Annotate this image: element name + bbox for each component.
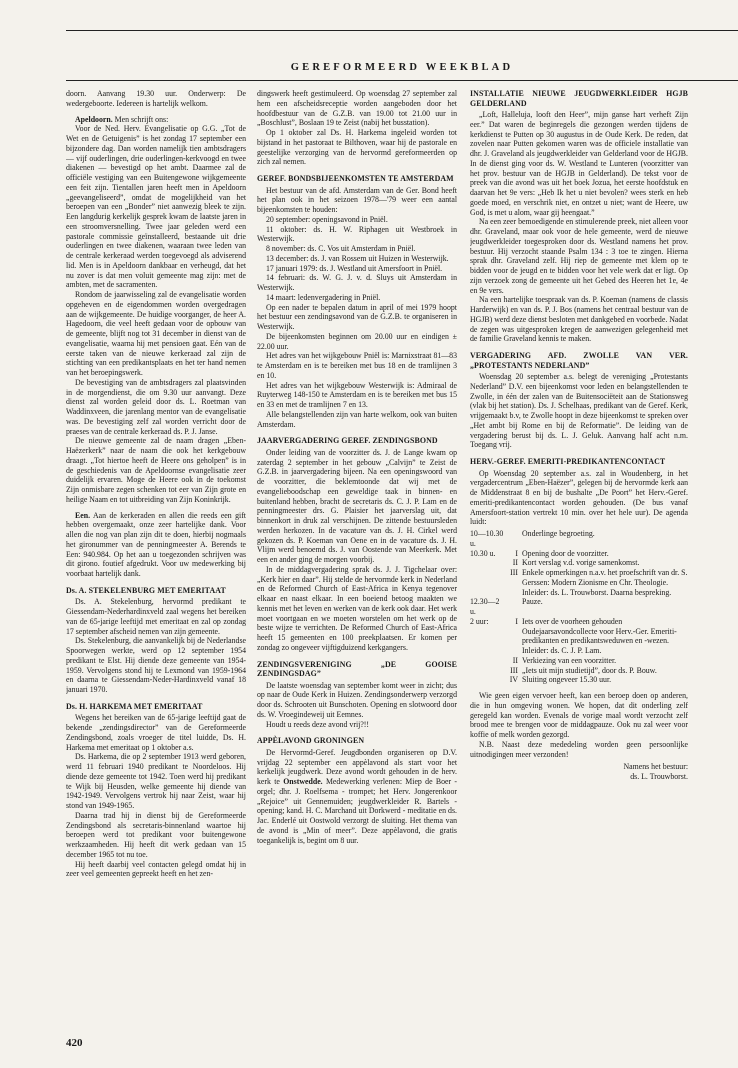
paragraph: Het bestuur van de afd. Amsterdam van de Ger. Bond heeft het plan ook in het seizoen 1978—'79 weer een aantal bijeenkomsten te houden: [257, 185, 457, 214]
section-heading: APPÈLAVOND GRONINGEN [257, 736, 365, 746]
paragraph: Na een zeer bemoedigende en stimulerende preek, niet alleen voor dhr. Graveland, maar ook voor de hele gemeente, werd de nieuwe jeugdwerkleider toegesproken door ds. Westland namens het prov. bestuur. Hij verzocht staande Psalm 134 : 3 toe te zingen. Hierna sprak dhr. Graveland zelf. Hij riep de gemeente met klem op te bidden voor de jeugd en te bidden voor het vele werk dat er ligt. Op zijn verzoek zong de gemeente uit het Gebed des Heeren het 1e, 4e en 9e vers. [470, 217, 688, 295]
section-heading: Ds. A. STEKELENBURG MET EMERITAAT [66, 585, 226, 595]
paragraph: Het adres van het wijkgebouw Pniël is: Marnixstraat 81—83 te Amsterdam en is te bereiken met bus 18 en de tramlijnen 3 en 10. [257, 351, 457, 380]
paragraph: De nieuwe gemeente zal de naam dragen „Eben-Haëzerkerk” naar de naam die ook het kerkgebouw draagt. „Tot hiertoe heeft de Heere ons geholpen” is in de geschiedenis van de Apeldoornse evangelisatie zeer duidelijk ervaren. Moge de Heere ook in de toekomst Zijn onmisbare zegen schenken tot eer van Zijn grote en heilige Naam en tot uitbreiding van Zijn Koninkrijk. [66, 436, 246, 504]
paragraph: Onder leiding van de voorzitter ds. J. de Lange kwam op zaterdag 2 september in het gebouw „Calvijn” te Zeist de G.Z.B. in jaarvergadering bijeen. Na een openingswoord van de voorzitter, die beklemtoonde dat wij met de evangelieboodschap een geweldige taak in binnen- en buitenland hebben, bracht de secretaris ds. C. J. P. Lam en de penningmeester drs. G. Plaisier het jaarverslag uit, dat binnenkort in druk zal verschijnen. De zittende bestuursleden werden herkozen. In de vacature van ds. J. H. Cirkel werd gekozen ds. P. Koeman van Oene en in de vacature ds. J. H. Vlijm werd benoemd ds. J. van Oostende van Meerkerk. Met een en ander ging de morgen voorbij. [257, 447, 457, 564]
date-item: 14 maart: ledenvergadering in Pniël. [266, 292, 381, 302]
page-number: 420 [66, 1037, 83, 1049]
agenda-time [470, 666, 506, 676]
agenda-time [470, 656, 506, 666]
date-item: 14 februari: ds. W. G. J. v. d. Sluys uit Amsterdam in Westerwijk. [257, 273, 457, 292]
signature-block [470, 762, 688, 782]
paragraph: Wie geen eigen vervoer heeft, kan een beroep doen op anderen, die in hun omgeving wonen. We hopen, dat dit onderling zelf geregeld kan worden. Evenals de vorige maal wordt verzocht zelf brood mee te brengen voor de middagpauze. Ook nu zal weer voor koffie of melk worden gezorgd. [470, 691, 688, 739]
place-name: Onstwedde. [283, 777, 323, 786]
column-left [66, 89, 246, 1049]
paragraph: Houdt u reeds deze avond vrij?!! [266, 719, 370, 729]
paragraph: Voor de Ned. Herv. Evangelisatie op G.G. „Tot de Wet en de Getuigenis” is het zondag 17 september een bijzondere dag. Dan worden namelijk tien ambtsdragers — vijf ouderlingen, drie ouderlingen-kerkvoogd en twee diakenen — bevestigd op het ambt. Daarmee zal de officiële vestiging van een Buitengewone wijkgemeente een feit zijn. Tientallen jaren heeft men in Apeldoorn „geevangeliseerd”, omdat de mogelijkheid van het beroepen van een „Bonder” niet aanwezig bleek te zijn. Een langdurig kerkelijk gesprek kwam de laatste jaren in een stroomversnelling. Twee jaar geleden werd een pastorale commissie geïnstalleerd, bestaande uit drie ouderlingen en twee diakenen, waaraan twee leden van de centrale kerkeraad werden toegevoegd als adviserend lid. Men is in Apeldoorn dankbaar en verheugd, dat het nu zover is dat men voluit gemeente mag zijn: met de ambten, met de sacramenten. [66, 124, 246, 290]
paragraph: „Loft, Halleluja, looft den Heer”, mijn ganse hart verheft Zijn eer.” Dat waren de beginregels die gezongen werden tijdens de kerkdienst te Putten op 30 augustus in de Oude Kerk. De reden, dat zovelen naar Putten gekomen waren was de officiele installatie van dhr. J. Graveland als jeugdwerkleider van Gelderland voor de HGJB. In de dienst ging voor ds. W. Westland te Lunteren (voorzitter van het prov. bestuur van de HGJB in Gelderland). De tekst voor de preek van die avond was uit het boek Jozua, het eerste hoofdstuk en daarvan het 9e vers: „Heb Ik het u niet bevolen? wees sterk en heb goede moed, en verschrik niet, en ontzet u niet; want de Heere, uw God, is met u alom, waar gij heengaat.” [470, 110, 688, 217]
agenda-item [470, 597, 688, 617]
paragraph [66, 511, 246, 579]
agenda-item [470, 529, 688, 549]
paragraph: Rondom de jaarwisseling zal de evangelisatie worden opgeheven en de eigendommen worden overgedragen aan de wijkgemeente. De huidige voorganger, de heer A. Hagedoorn, die veel heeft gedaan voor de opbouw van de gemeente, blijft nog tot 31 december in dienst van de evangelisatie, waarna hij met pensioen gaat. Eén van de eerste taken van de nieuwe kerkeraad zal zijn de stichting van een predikantsplaats en het ter hand nemen van het beroepingswerk. [66, 290, 246, 377]
paragraph: Het adres van het wijkgebouw Westerwijk is: Admiraal de Ruyterweg 148-150 te Amsterdam en is te bereiken met bus 15 en 33 en met de tramlijnen 7 en 13. [257, 380, 457, 409]
agenda-time: 12.30—2 u. [470, 597, 500, 616]
agenda-item [470, 568, 688, 597]
paragraph: Woensdag 20 september a.s. belegt de vereniging „Protestants Nederland” D.V. een bijeenkomst voor leden en belangstellenden te Zwolle, in één der zalen van de Buitensociëteit aan de Stationsweg (vlak bij het station). Ds. J. Schelhaas, predikant van de Geref. Kerk, vrijgemaakt b.v, te Zwolle hoopt in deze bijeenkomst te spreken over „Het ambt bij Rome en bij de Reformatie”. De leiding van de vergadering berust bij ds. L. J. Geluk. Aanvang half acht n.m. Toegang vrij. [470, 372, 688, 450]
agenda-number: I [515, 616, 518, 626]
paragraph: Op Woensdag 20 september a.s. zal in Woudenberg, in het vergadercentrum „Eben-Haëzer”, gelegen bij de hervormde kerk aan de Middenstraat 8 en bij de bushalte „De Poort” het Herv.-Geref. emeriti-predikantencontact worden gehouden. (De bus vanaf Amersfoort-station vertrekt 10 min. over het hele uur). De agenda luidt: [470, 468, 688, 527]
paragraph: Alle belangstellenden zijn van harte welkom, ook van buiten Amsterdam. [257, 409, 457, 429]
paragraph-text: Aan de kerkeraden en allen die reeds een gift hebben overgemaakt, onze zeer hartelijke dank. Voor allen die nog van plan zijn dit te doen, hierbij nogmaals het gironummer van de penningmeester A. Berends te Een: 940.984. Op het aan u toegezonden schrijven was dit girono. foutief afgedrukt. Voor uw medewerking bij voorbaat hartelijk dank. [66, 510, 246, 578]
paragraph: N.B. Naast deze mededeling worden geen persoonlijke uitnodigingen meer verzonden! [470, 739, 688, 759]
agenda-text: Opening door de voorzitter. [522, 548, 609, 558]
agenda-text: Sluiting ongeveer 15.30 uur. [522, 675, 612, 685]
agenda-item [470, 617, 688, 656]
paragraph: Na een hartelijke toespraak van ds. P. Koeman (namens de classis Harderwijk) en van ds. P. J. Bos (namens het centraal bestuur van de HGJB) werd deze dienst besloten met dankgebed en voorbede. Nadat de zegen was uitgesproken kregen de aanwezigen gelegenheid met de familie Graveland kennis te maken. [470, 295, 688, 344]
agenda-number: II [512, 558, 518, 568]
agenda-number: IV [509, 675, 518, 685]
date-item: 11 oktober: ds. H. W. Riphagen uit Westbroek in Westerwijk. [257, 224, 457, 244]
agenda-text: „Iets uit mijn studietijd”, door ds. P. Bouw. [522, 665, 657, 675]
agenda-list [470, 529, 688, 685]
top-rule [66, 30, 738, 31]
date-item: 13 december: ds. J. van Rossem uit Huizen in Westerwijk. [266, 253, 449, 263]
agenda-time: 10—10.30 u. [470, 529, 504, 548]
paragraph [66, 115, 246, 125]
paragraph [257, 748, 457, 846]
paragraph-text: Men schrijft ons: [112, 114, 169, 124]
agenda-number [506, 529, 522, 549]
section-heading: ZENDINGSVERENIGING „DE GOOISE ZENDINGSDAG” [257, 659, 457, 678]
place-lead: Een. [75, 510, 91, 520]
agenda-number: II [512, 655, 518, 665]
agenda-time [470, 558, 506, 568]
section-heading: Ds. H. HARKEMA MET EMERITAAT [66, 701, 203, 711]
agenda-item [470, 558, 688, 568]
date-item: 8 november: ds. C. Vos uit Amsterdam in Pniël. [266, 244, 416, 253]
agenda-text: Pauze. [522, 597, 543, 607]
paragraph: In de middagvergadering sprak ds. J. J. Tigchelaar over: „Kerk hier en daar”. Hij stelde de hervormde kerk in Nederland en de Reformed Church of East-Africa in Kenya tegenover elkaar en naast elkaar. In een boeiend betoog maakten we kennis met het leven en werken van de kerk ook daar. Het werk moet voortgaan en we moeten worstelen om het werk op de beste wijze te verrichten. De Reformed Church of East-Africa heeft 15 gemeenten en 100 preekplaatsen. Er komen per zondag zo ongeveer vijftigduizend kerkgangers. [257, 564, 457, 652]
running-title: GEREFORMEERD WEEKBLAD [290, 62, 514, 73]
agenda-number [506, 597, 522, 617]
place-lead: Apeldoorn. [75, 114, 113, 124]
agenda-item [470, 675, 688, 685]
paragraph: doorn. Aanvang 19.30 uur. Onderwerp: De wedergeboorte. Iedereen is hartelijk welkom. [66, 89, 246, 108]
agenda-text: Kort verslag v.d. vorige samenkomst. [522, 558, 640, 568]
paragraph: Ds. Stekelenburg, die aanvankelijk bij de Nederlandse Spoorwegen werkte, werd op 12 september 1954 predikant te Elst. Hij diende deze gemeente van 1954-1959. Vervolgens stond hij te Lexmond van 1959-1964 en daarna te Giessendam-Neder-Hardinxveld vanaf 18 januari 1970. [66, 636, 246, 694]
column-right [470, 89, 688, 1049]
section-heading: GEREF. BONDSBIJEENKOMSTEN TE AMSTERDAM [257, 174, 454, 183]
section-heading: HERV.-GEREF. EMERITI-PREDIKANTENCONTACT [470, 457, 666, 466]
agenda-time [470, 568, 506, 597]
paragraph: Hij heeft daarbij veel contacten gelegd omdat hij in zeer veel gemeenten gepreekt heeft en het zen- [66, 859, 246, 879]
agenda-text: Enkele opmerkingen n.a.v. het proefschrift van dr. S. Gerssen: Modern Zionisme en Chr. Theologie. Inleider: ds. L. Trouwborst. Daarna bespreking. [522, 568, 688, 597]
signature-line: Namens het bestuur: [623, 762, 688, 772]
agenda-time [470, 675, 506, 685]
header-rule [66, 80, 738, 81]
agenda-item [470, 549, 688, 559]
section-heading: INSTALLATIE NIEUWE JEUGDWERKLEIDER HGJB GELDERLAND [470, 89, 688, 108]
agenda-number: III [510, 665, 518, 675]
paragraph: dingswerk heeft gestimuleerd. Op woensdag 27 september zal hem een afscheidsreceptie worden aangeboden door het hoofdbestuur van de G.Z.B. van 19.00 tot 21.00 uur in „Boschlust”, Boslaan 19 te Zeist (nabij het busstation). [257, 89, 457, 128]
paragraph: Op 1 oktober zal Ds. H. Harkema ingeleid worden tot bijstand in het pastoraat te Bilthoven, waar hij de pastorale en geestelijke verzorging van de hervormd gereformeerden op zich zal nemen. [257, 128, 457, 167]
paragraph: Ds. Harkema, die op 2 september 1913 werd geboren, werd 11 februari 1940 predikant te Noordeloos. Hij diende deze gemeente tot 1942. Toen werd hij predikant te Wijk bij Heusden, welke gemeente hij diende van 1942-1949. Vervolgens vertrok hij naar Zeist, waar hij stond van 1949-1965. [66, 752, 246, 810]
agenda-time: 10.30 u. [470, 548, 496, 558]
paragraph: Daarna trad hij in dienst bij de Gereformeerde Zendingsbond als secretaris-binnenland waartoe hij beroepen werd tot predikant voor buitengewone werkzaamheden. Hij heeft dit werk gedaan van 15 december 1965 tot nu toe. [66, 810, 246, 859]
agenda-number: III [510, 568, 518, 577]
agenda-number: I [515, 548, 518, 558]
agenda-text: Iets over de voorheen gehouden Oudejaarsavondcollecte voor Herv.-Ger. Emeriti-predikanten en predikantsweduwen en -wezen. Inleider: ds. C. J. P. Lam. [522, 616, 677, 655]
paragraph: Wegens het bereiken van de 65-jarige leeftijd gaat de bekende „zendingsdirector” van de Gereformeerde Zendingsbond, zoals vroeger de titel luidde, Ds. H. Harkema met emeritaat op 1 oktober a.s. [66, 713, 246, 752]
agenda-text: Onderlinge begroeting. [522, 529, 595, 538]
paragraph-text: Medewerking verlenen: Miep de Boer - orgel; dhr. J. Roelfsema - trompet; het Herv. Jongerenkoor „Rejoice” uit Gennemuiden; jeugdwerkleider R. Bartels - opening; kand. H. C. Marchand uit Dorkwerd - meditatie en ds. Jac. Enderlé uit Oostwold verzorgt de sluiting. Het thema van de avond is „Min of meer”. Deze appèlavond, die gratis toegankelijk is, begint om 8 uur. [257, 777, 457, 845]
paragraph-text: De Hervormd-Geref. Jeugdbonden organiseren op D.V. vrijdag 22 september een appèlavond als start voor het kerkelijk jeugdwerk. Deze avond wordt gehouden in de herv. kerk te [257, 747, 457, 786]
date-item: 17 januari 1979: ds. J. Westland uit Amersfoort in Pniël. [266, 263, 443, 273]
column-middle [257, 89, 457, 1049]
section-heading: VERGADERING AFD. ZWOLLE VAN VER. „PROTESTANTS NEDERLAND” [470, 351, 688, 370]
paragraph: Ds. A. Stekelenburg, hervormd predikant te Giessendam-Nederhardinxveld zaal wegens het bereiken van de 65-jarige leeftijd met emeritaat en zal op zondag 17 september afscheid nemen van zijn gemeente. [66, 597, 246, 636]
date-item: 20 september: openingsavond in Pniël. [266, 214, 388, 224]
paragraph: De bijeenkomsten beginnen om 20.00 uur en eindigen ± 22.00 uur. [257, 331, 457, 351]
paragraph: De bevestiging van de ambtsdragers zal plaatsvinden in de morgendienst, die om 9.30 uur aanvangt. Deze dienst zal worden geleid door ds. L. Roetman van Waddinxveen, die jarenlang mentor van de evangelisatie was. De bevestiging zelf zal worden verricht door de praeses van de centrale kerkeraad ds. P. J. Janse. [66, 377, 246, 436]
paragraph: Op een nader te bepalen datum in april of mei 1979 hoopt het bestuur een zendingsavond van de G.Z.B. te organiseren in Westerwijk. [257, 302, 457, 331]
section-heading: JAARVERGADERING GEREF. ZENDINGSBOND [257, 436, 438, 446]
agenda-time: 2 uur: [470, 616, 489, 626]
agenda-item [470, 666, 688, 676]
agenda-text: Verkiezing van een voorzitter. [522, 655, 617, 665]
signature-name: ds. L. Trouwborst. [630, 772, 688, 781]
agenda-item [470, 656, 688, 666]
paragraph: De laatste woensdag van september komt weer in zicht; dus op naar de Oude Kerk in Huizen. Zendingsonderwerp verzorgd door ds. Schrooten uit Bunschoten. Opening en slotwoord door ds. W. Vroegindeweij uit Eemnes. [257, 680, 457, 719]
